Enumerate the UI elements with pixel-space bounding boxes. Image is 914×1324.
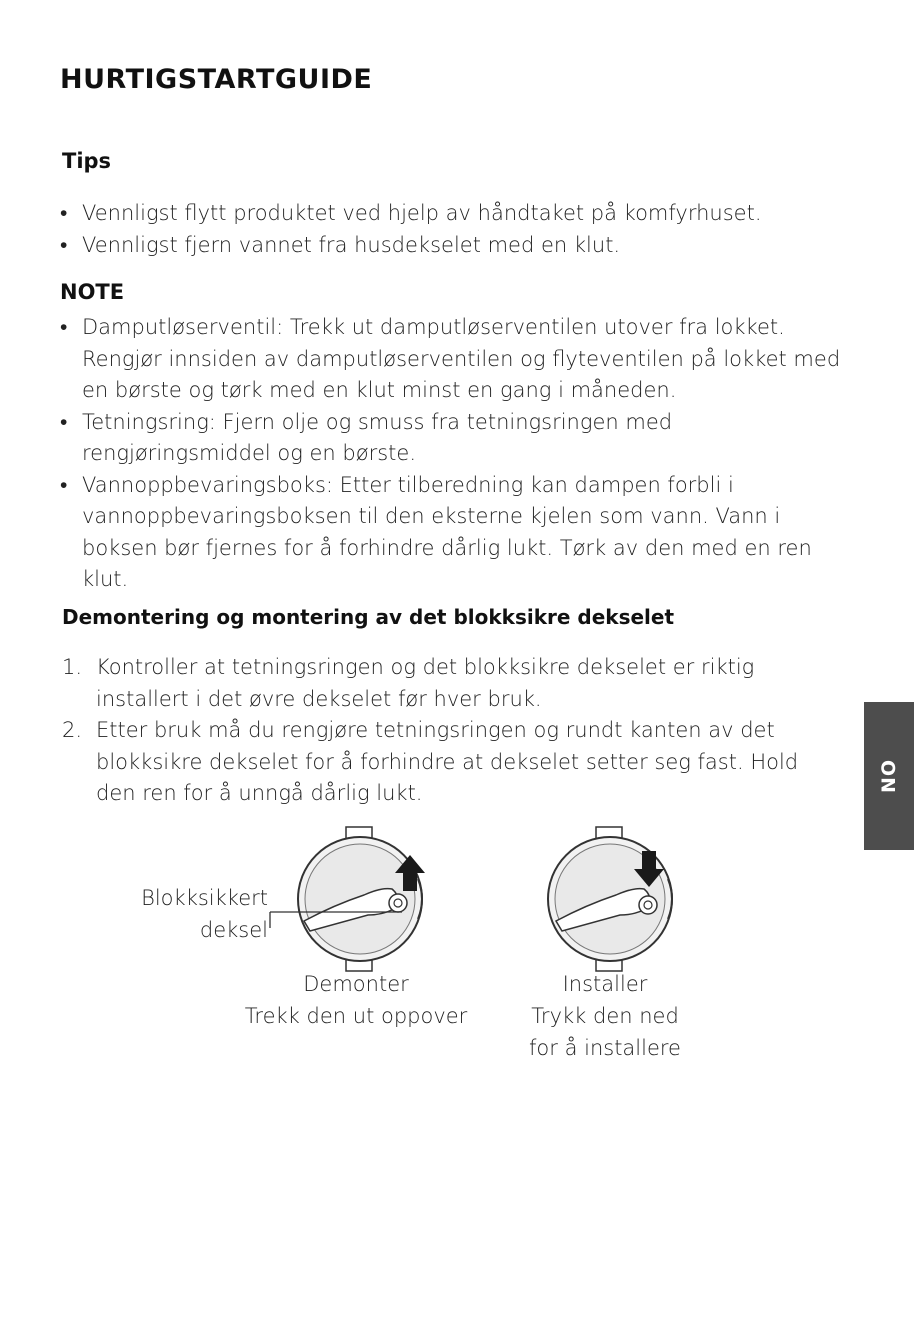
tips-list (60, 198, 860, 261)
list-item: • Tetningsring: Fjern olje og smuss fra tetningsringen med rengjøringsmiddel og en børste. (60, 407, 850, 470)
callout-label-line1: Blokksikkert (141, 886, 268, 910)
page-title: HURTIGSTARTGUIDE (60, 64, 373, 95)
list-item: • Damputløserventil: Trekk ut damputløserventilen utover fra lokket. Rengjør innsiden av damputløserventilen og flyteventilen på lokket med en børste og tørk med en klut minst en gang i måneden. (60, 312, 850, 407)
list-item: • Vannoppbevaringsboks: Etter tilberedning kan dampen forbli i vannoppbevaringsboksen til den eksterne kjelen som vann. Vann i boksen bør fjernes for å forhindre dårlig lukt. Tørk av den med en ren klut. (60, 470, 850, 596)
language-tab (864, 702, 914, 850)
install-caption-line2: for å installere (529, 1036, 681, 1060)
note-list (60, 312, 850, 596)
install-caption-line1: Trykk den ned (531, 1004, 679, 1028)
assembly-steps (62, 652, 842, 810)
list-item: • Vennligst fjern vannet fra husdekselet med en klut. (60, 230, 860, 262)
list-item (62, 652, 842, 715)
callout-label-line2: deksel (199, 918, 268, 942)
assembly-heading: Demontering og montering av det blokksikre dekselet (62, 605, 675, 629)
install-caption-title: Installer (562, 972, 648, 996)
language-code: NO (878, 758, 900, 794)
lid-install-illustration (540, 825, 700, 975)
remove-caption-desc: Trekk den ut oppover (244, 1004, 468, 1028)
step-text: Etter bruk må du rengjøre tetningsringen og rundt kanten av det blokksikre dekselet for å forhindre at dekselet setter seg fast. Hold den ren for å unngå dårlig lukt. (96, 718, 799, 805)
remove-caption-title: Demonter (303, 972, 409, 996)
step-text: Kontroller at tetningsringen og det blokksikre dekselet er riktig installert i det øvre dekselet før hver bruk. (96, 655, 755, 711)
list-item: • Vennligst flytt produktet ved hjelp av håndtaket på komfyrhuset. (60, 198, 860, 230)
callout-leader-line (262, 900, 412, 930)
tips-heading: Tips (62, 149, 112, 173)
list-item (62, 715, 842, 810)
step-number: 2. (62, 718, 83, 742)
note-heading: NOTE (60, 280, 125, 304)
step-number: 1. (62, 655, 83, 679)
